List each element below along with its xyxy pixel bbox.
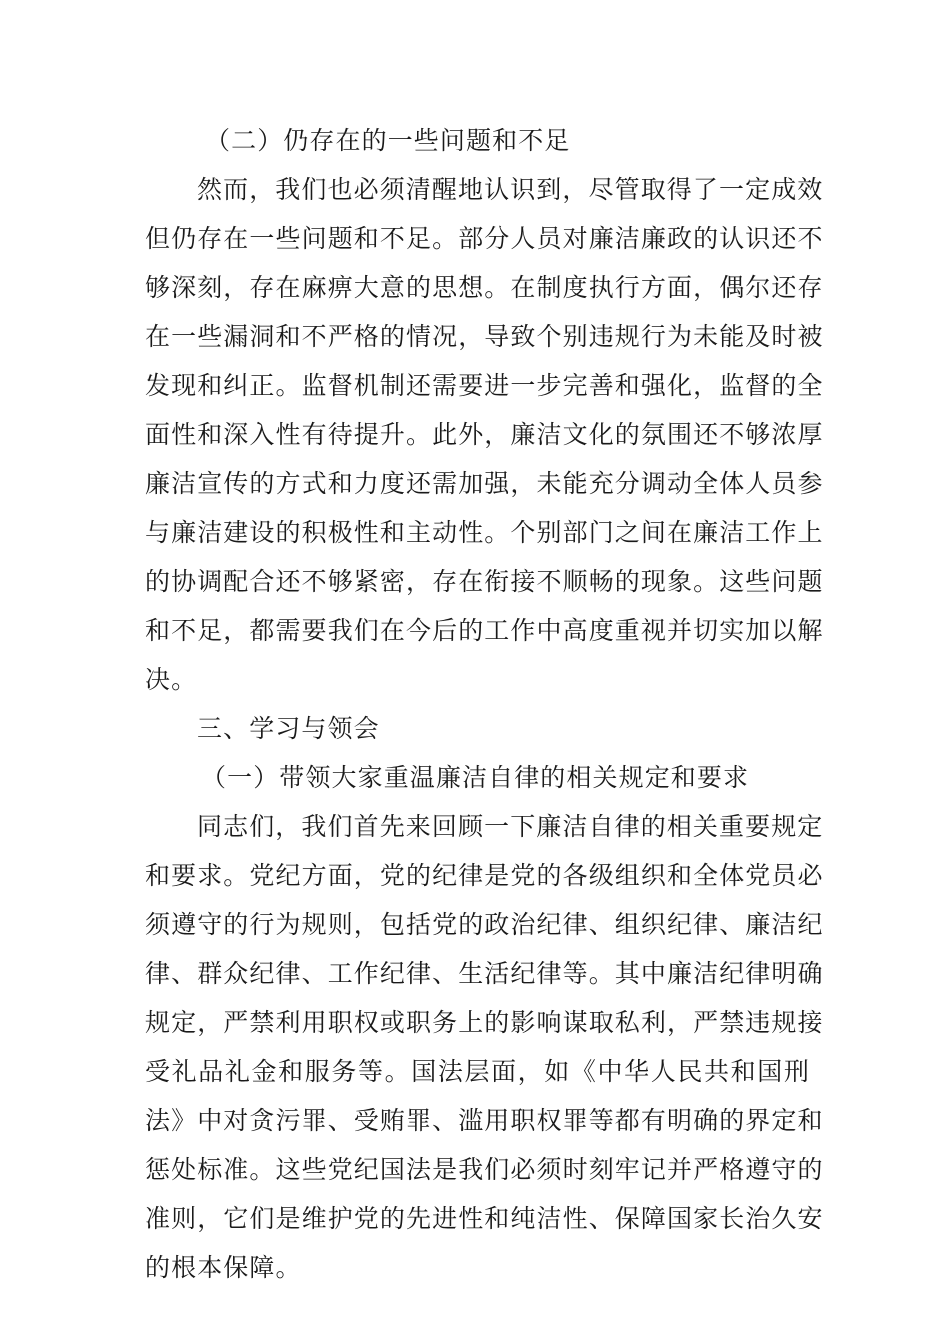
paragraph-rules: [145, 802, 824, 1292]
paragraph-line: 法》中对贪污罪、受贿罪、滥用职权罪等都有明确的界定和: [145, 1106, 824, 1135]
paragraph-line: 规定，严禁利用职权或职务上的影响谋取私利，严禁违规接: [145, 1008, 824, 1037]
paragraph-line: 和要求。党纪方面，党的纪律是党的各级组织和全体党员必: [145, 861, 824, 890]
paragraph-line: 与廉洁建设的积极性和主动性。个别部门之间在廉洁工作上: [145, 518, 824, 547]
paragraph-line: 面性和深入性有待提升。此外，廉洁文化的氛围还不够浓厚: [145, 420, 824, 449]
paragraph-line: 发现和纠正。监督机制还需要进一步完善和强化，监督的全: [145, 371, 824, 400]
subsection-heading-rules: （一）带领大家重温廉洁自律的相关规定和要求: [201, 763, 750, 792]
document-body: [145, 116, 824, 1292]
paragraph-line: 律、群众纪律、工作纪律、生活纪律等。其中廉洁纪律明确: [145, 959, 824, 988]
paragraph-line: 惩处标准。这些党纪国法是我们必须时刻牢记并严格遵守的: [145, 1155, 824, 1184]
paragraph-line: 的协调配合还不够紧密，存在衔接不顺畅的现象。这些问题: [145, 567, 824, 596]
paragraph-line: 和不足，都需要我们在今后的工作中高度重视并切实加以解: [145, 616, 824, 645]
paragraph-line: 但仍存在一些问题和不足。部分人员对廉洁廉政的认识还不: [145, 224, 824, 253]
paragraph-line: 决。: [145, 665, 198, 694]
paragraph-line: 然而，我们也必须清醒地认识到，尽管取得了一定成效: [197, 175, 824, 204]
section-heading-study: 三、学习与领会: [197, 714, 380, 743]
paragraph-problems: [145, 165, 824, 704]
paragraph-line: 够深刻，存在麻痹大意的思想。在制度执行方面，偶尔还存: [145, 273, 824, 302]
paragraph-line: 廉洁宣传的方式和力度还需加强，未能充分调动全体人员参: [145, 469, 824, 498]
paragraph-line: 须遵守的行为规则，包括党的政治纪律、组织纪律、廉洁纪: [145, 910, 824, 939]
paragraph-line: 受礼品礼金和服务等。国法层面，如《中华人民共和国刑: [145, 1057, 810, 1086]
paragraph-line: 的根本保障。: [145, 1253, 302, 1282]
paragraph-line: 在一些漏洞和不严格的情况，导致个别违规行为未能及时被: [145, 322, 824, 351]
paragraph-line: 准则，它们是维护党的先进性和纯洁性、保障国家长治久安: [145, 1204, 824, 1233]
subsection-heading-problems: （二）仍存在的一些问题和不足: [205, 126, 571, 155]
paragraph-line: 同志们，我们首先来回顾一下廉洁自律的相关重要规定: [197, 812, 824, 841]
